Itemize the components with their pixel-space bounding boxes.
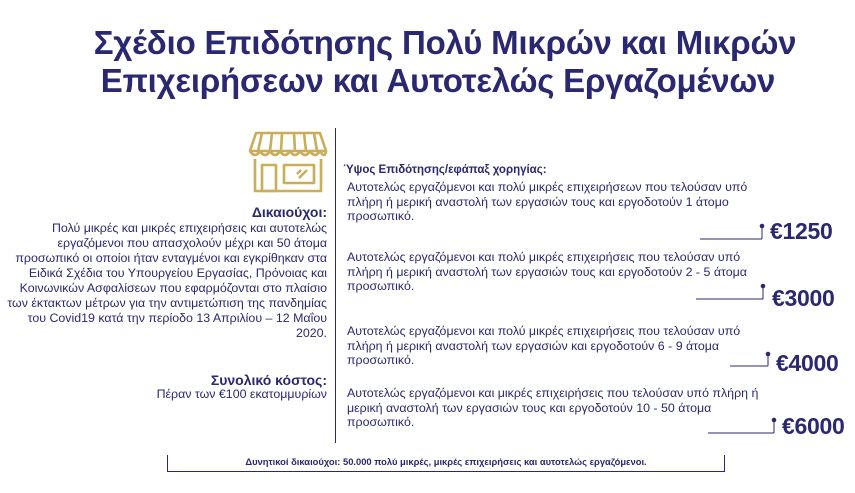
tier-2-text: Αυτοτελώς εργαζόμενοι και πολύ μικρές επιχειρήσεις που τελούσαν υπό πλήρη ή μερική αναστολή των εργασιών τους και εργοδοτούν 2 - 5 άτομα προσωπικό.	[347, 250, 747, 293]
beneficiaries-text: Πολύ μικρές και μικρές επιχειρήσεις και αυτοτελώς εργαζόμενοι που απασχολούν μέχρι και 50 άτομα προσωπικό οι οποίοι ήταν ενταγμένοι και εγκρίθηκαν στα Ειδικά Σχέδια του Υπουργείου Εργασίας, Πρόνοιας και Κοινωνικών Ασφαλίσεων που εφαρμόζονται στο πλαίσιο των έκτακτων μέτρων για την αντιμετώπιση της πανδημίας του Covid19 κατά την περίοδο 13 Απριλίου – 12 Μαΐου 2020.	[7, 221, 327, 340]
storefront-icon	[246, 129, 330, 195]
tier-1-amount: €1250	[770, 218, 833, 244]
title-line-2: Επιχειρήσεων και Αυτοτελώς Εργαζομένων	[100, 62, 776, 99]
tier-2-connector	[696, 281, 770, 303]
beneficiaries-heading: Δικαιούχοι:	[251, 204, 327, 220]
title-line-1: Σχέδιο Επιδότησης Πολύ Μικρών και Μικρών	[93, 24, 797, 61]
footer-bracket	[167, 455, 725, 472]
tier-3-text: Αυτοτελώς εργαζόμενοι και πολύ μικρές επιχειρήσεις που τελούσαν υπό πλήρη ή μερική αναστολή των εργασιών και εργοδοτούν 6 - 9 άτομα προσωπικό.	[347, 324, 741, 367]
tier-3-amount: €4000	[776, 350, 839, 376]
tier-4-text: Αυτοτελώς εργαζόμενοι και μικρές επιχειρήσεις που τελούσαν υπό πλήρη ή μερική αναστολή των εργασιών τους και εργοδοτούν 10 - 50 άτομα προσωπικό.	[347, 386, 759, 429]
page-title	[40, 24, 850, 100]
tier-3-connector	[730, 349, 776, 371]
subsidy-heading: Ύψος Επιδότησης/εφάπαξ χορηγίας:	[343, 164, 547, 176]
tier-1-connector	[700, 222, 770, 244]
footer-text: Δυνητικοί δικαιούχοι: 50.000 πολύ μικρές, μικρές επιχειρήσεις και αυτοτελώς εργαζόμενοι.	[245, 456, 647, 467]
tier-1-text: Αυτοτελώς εργαζόμενοι και πολύ μικρές επιχειρήσεων που τελούσαν υπό πλήρη ή μερική αναστολή των εργασιών τους και εργοδοτούν 1 άτομο προσωπικό.	[347, 180, 748, 223]
total-cost-heading: Συνολικό κόστος:	[210, 372, 327, 388]
tier-4-connector	[708, 415, 780, 437]
tier-4-amount: €6000	[782, 413, 845, 439]
vertical-divider	[335, 128, 336, 443]
tier-2-amount: €3000	[772, 285, 835, 311]
total-cost-text: Πέραν των €100 εκατομμυρίων	[156, 387, 327, 401]
